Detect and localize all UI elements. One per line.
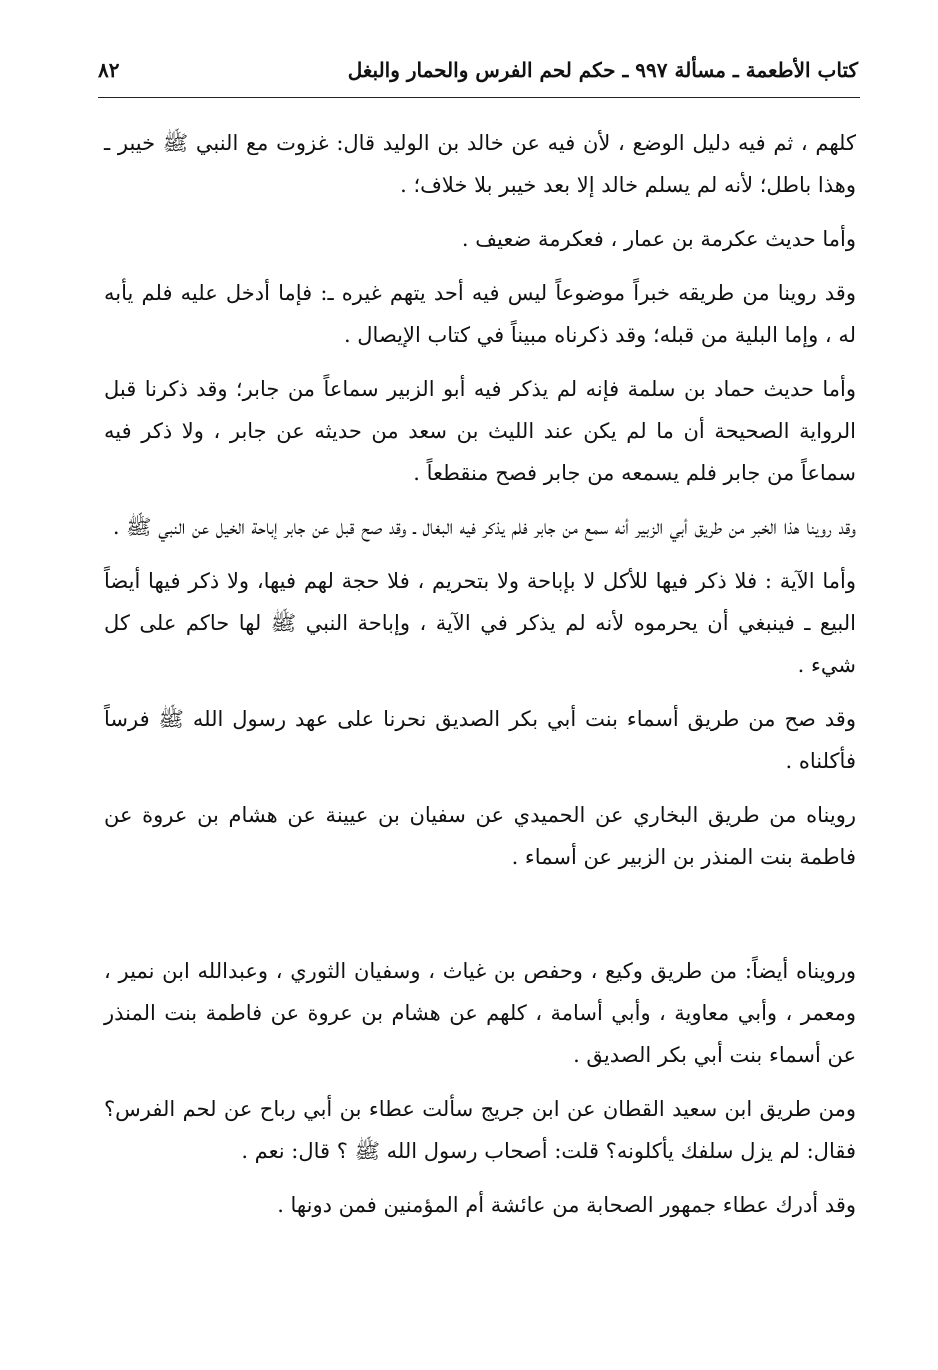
paragraph: وقد أدرك عطاء جمهور الصحابة من عائشة أم المؤمنين فمن دونها . <box>277 1193 856 1217</box>
section-gap <box>104 890 856 950</box>
paragraph: وأما الآية : فلا ذكر فيها للأكل لا بإباحة ولا بتحريم ، فلا حجة لهم فيها، ولا ذكر فيها أيضاً البيع ـ فينبغي أن يحرموه لأنه لم يذكر في الآية ، وإباحة النبي ﷺ لها حاكم على كل شيء . <box>104 569 856 677</box>
running-title: كتاب الأطعمة ـ مسألة ٩٩٧ ـ حكم لحم الفرس والحمار والبغل <box>347 58 858 82</box>
paragraph: وقد صح من طريق أسماء بنت أبي بكر الصديق نحرنا على عهد رسول الله ﷺ فرساً فأكلناه . <box>104 707 856 773</box>
paragraph: ورويناه أيضاً: من طريق وكيع ، وحفص بن غياث ، وسفيان الثوري ، وعبدالله ابن نمير ، ومعمر ، وأبي معاوية ، وأبي أسامة ، كلهم عن هشام بن عروة عن فاطمة بنت المنذر عن أسماء بنت أبي بكر الصديق . <box>104 959 856 1067</box>
paragraph: وقد روينا من طريقه خبراً موضوعاً ليس فيه أحد يتهم غيره ـ: فإما أدخل عليه فلم يأبه له ، وإما البلية من قبله؛ وقد ذكرناه مبيناً في كتاب الإيصال . <box>104 281 856 347</box>
paragraph: ومن طريق ابن سعيد القطان عن ابن جريج سألت عطاء بن أبي رباح عن لحم الفرس؟ فقال: لم يزل سلفك يأكلونه؟ قلت: أصحاب رسول الله ﷺ ؟ قال: نعم . <box>104 1097 856 1163</box>
paragraph: رويناه من طريق البخاري عن الحميدي عن سفيان بن عيينة عن هشام بن عروة عن فاطمة بنت المنذر بن الزبير عن أسماء . <box>104 803 856 869</box>
paragraph: وقد روينا هذا الخبر من طريق أبي الزبير أنه سمع من جابر فلم يذكر فيه البغال ـ وقد صح قبل عن جابر إباحة الخيل عن النبي ﷺ . <box>112 515 856 539</box>
header-rule <box>98 97 860 98</box>
paragraph: كلهم ، ثم فيه دليل الوضع ، لأن فيه عن خالد بن الوليد قال: غزوت مع النبي ﷺ خيبر ـ وهذا باطل؛ لأنه لم يسلم خالد إلا بعد خيبر بلا خلاف؛ . <box>104 131 856 197</box>
paragraph: وأما حديث حماد بن سلمة فإنه لم يذكر فيه أبو الزبير سماعاً من جابر؛ وقد ذكرنا قبل الرواية الصحيحة أن ما لم يكن عند الليث بن سعد من حديثه عن جابر ، ولا ذكر فيه سماعاً من جابر فلم يسمعه من جابر فصح منقطعاً . <box>104 377 856 485</box>
running-header <box>98 58 858 94</box>
page-number: ٨٢ <box>98 58 120 82</box>
paragraph: وأما حديث عكرمة بن عمار ، فعكرمة ضعيف . <box>461 227 856 251</box>
body-text <box>104 122 856 1238</box>
